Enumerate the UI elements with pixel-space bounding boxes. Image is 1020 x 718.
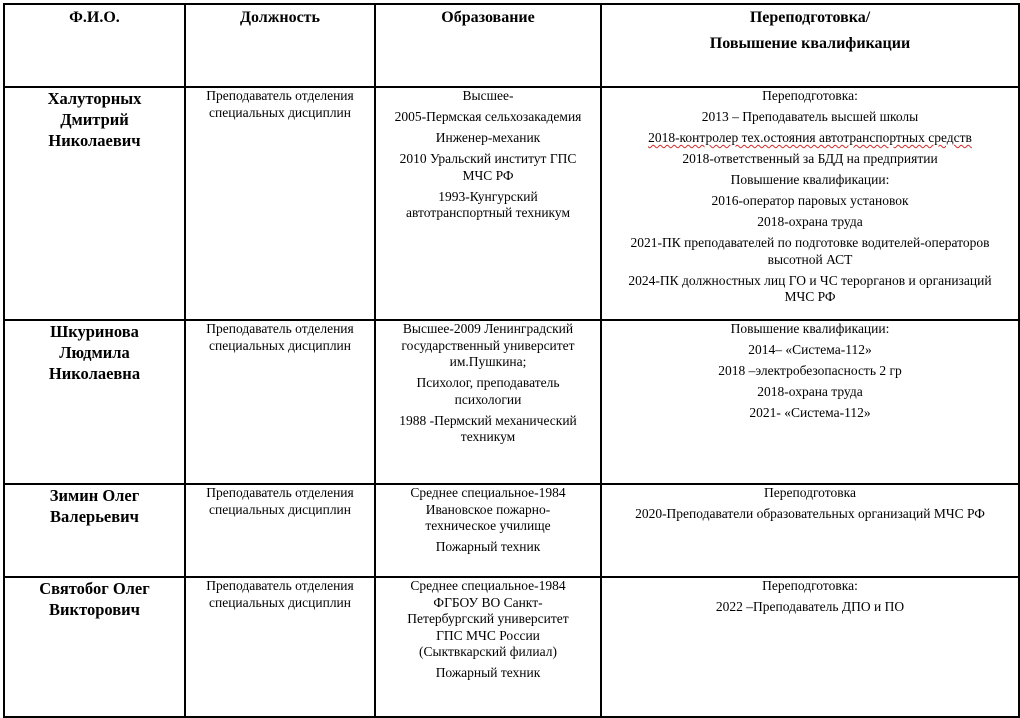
header-education: Образование [375, 4, 601, 87]
staff-name-cell: Шкуринова Людмила Николаевна [4, 320, 185, 484]
staff-position-cell: Преподаватель отделения специальных дисциплин [185, 87, 375, 320]
staff-position-cell: Преподаватель отделения специальных дисциплин [185, 484, 375, 577]
header-name: Ф.И.О. [4, 4, 185, 87]
header-row [4, 4, 1019, 87]
staff-education-cell: Высшее-2009 Ленинградский государственный университет им.Пушкина; Психолог, преподаватель психологии 1988 -Пермский механический техникум [375, 320, 601, 484]
staff-training-cell: Повышение квалификации: 2014– «Система-112» 2018 –электробезопасность 2 гр 2018-охрана труда 2021- «Система-112» [601, 320, 1019, 484]
staff-training-cell: Переподготовка: 2022 –Преподаватель ДПО и ПО [601, 577, 1019, 717]
table-row [4, 87, 1019, 320]
staff-education-cell: Среднее специальное-1984 ФГБОУ ВО Санкт- Петербургский университет ГПС МЧС России (Сыктвкарский филиал) Пожарный техник [375, 577, 601, 717]
staff-name-cell: Святобог Олег Викторович [4, 577, 185, 717]
header-training: Переподготовка/ Повышение квалификации [601, 4, 1019, 87]
staff-name-cell: Зимин Олег Валерьевич [4, 484, 185, 577]
staff-table [3, 3, 1020, 718]
staff-education-cell: Высшее- 2005-Пермская сельхозакадемия Инженер-механик 2010 Уральский институт ГПС МЧС РФ 1993-Кунгурский автотранспортный техникум [375, 87, 601, 320]
staff-name-cell: Халуторных Дмитрий Николаевич [4, 87, 185, 320]
header-position: Должность [185, 4, 375, 87]
table-row [4, 320, 1019, 484]
staff-training-cell: Переподготовка: 2013 – Преподаватель высшей школы 2018-контролер тех.остояния автотранспортных средств 2018-ответственный за БДД на предприятии Повышение квалификации: 2016-оператор паровых установок 2018-охрана труда 2021-ПК преподавателей по подготовке водителей-операторов высотной АСТ 2024-ПК должностных лиц ГО и ЧС терорганов и организаций МЧС РФ [601, 87, 1019, 320]
staff-training-cell: Переподготовка 2020-Преподаватели образовательных организаций МЧС РФ [601, 484, 1019, 577]
table-row [4, 484, 1019, 577]
table-row [4, 577, 1019, 717]
staff-education-cell: Среднее специальное-1984 Ивановское пожарно- техническое училище Пожарный техник [375, 484, 601, 577]
staff-position-cell: Преподаватель отделения специальных дисциплин [185, 320, 375, 484]
staff-position-cell: Преподаватель отделения специальных дисциплин [185, 577, 375, 717]
